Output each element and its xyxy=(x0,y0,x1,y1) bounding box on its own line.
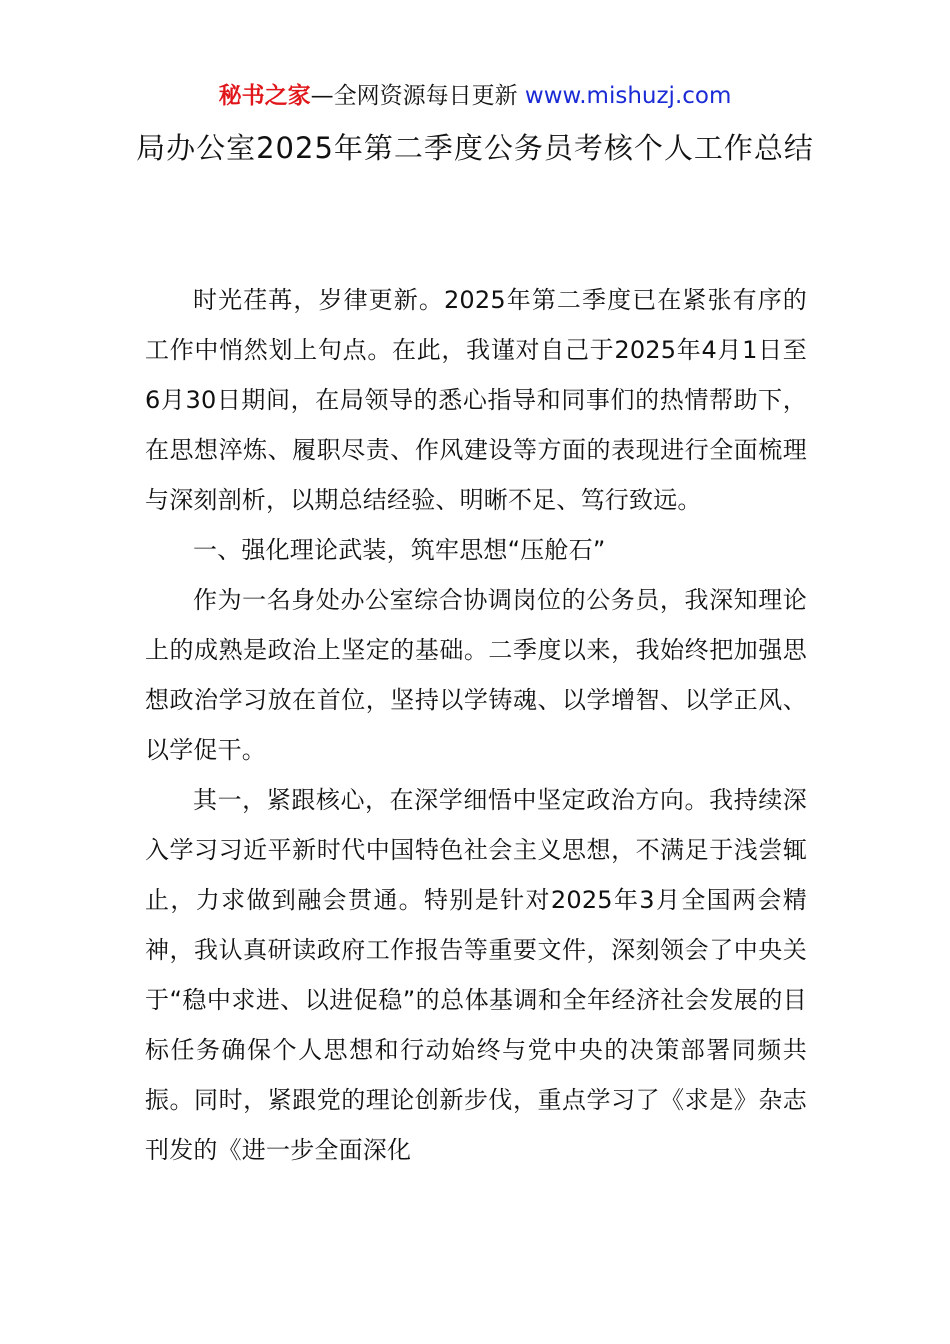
site-url[interactable]: www.mishuzj.com xyxy=(524,83,732,109)
document-title: 局办公室2025年第二季度公务员考核个人工作总结 xyxy=(136,131,814,165)
brand-name: 秘书之家 xyxy=(218,83,311,109)
body-paragraph: 作为一名身处办公室综合协调岗位的公务员，我深知理论上的成熟是政治上坚定的基础。二季度以来，我始终把加强思想政治学习放在首位，坚持以学铸魂、以学增智、以学正风、以学促干。 xyxy=(145,586,807,764)
intro-paragraph: 时光荏苒，岁律更新。2025年第二季度已在紧张有序的工作中悄然划上句点。在此，我谨对自己于2025年4月1日至6月30日期间，在局领导的悉心指导和同事们的热情帮助下，在思想淬炼、履职尽责、作风建设等方面的表现进行全面梳理与深刻剖析，以期总结经验、明晰不足、笃行致远。 xyxy=(145,286,807,514)
header-tagline: —全网资源每日更新 xyxy=(310,83,518,109)
site-header xyxy=(0,80,950,112)
document-body xyxy=(145,275,807,1175)
body-paragraph: 其一，紧跟核心，在深学细悟中坚定政治方向。我持续深入学习习近平新时代中国特色社会主义思想，不满足于浅尝辄止，力求做到融会贯通。特别是针对2025年3月全国两会精神，我认真研读政府工作报告等重要文件，深刻领会了中央关于“稳中求进、以进促稳”的总体基调和全年经济社会发展的目标任务确保个人思想和行动始终与党中央的决策部署同频共振。同时，紧跟党的理论创新步伐，重点学习了《求是》杂志刊发的《进一步全面深化 xyxy=(145,786,807,1164)
section-heading: 一、强化理论武装，筑牢思想“压舱石” xyxy=(193,536,606,564)
